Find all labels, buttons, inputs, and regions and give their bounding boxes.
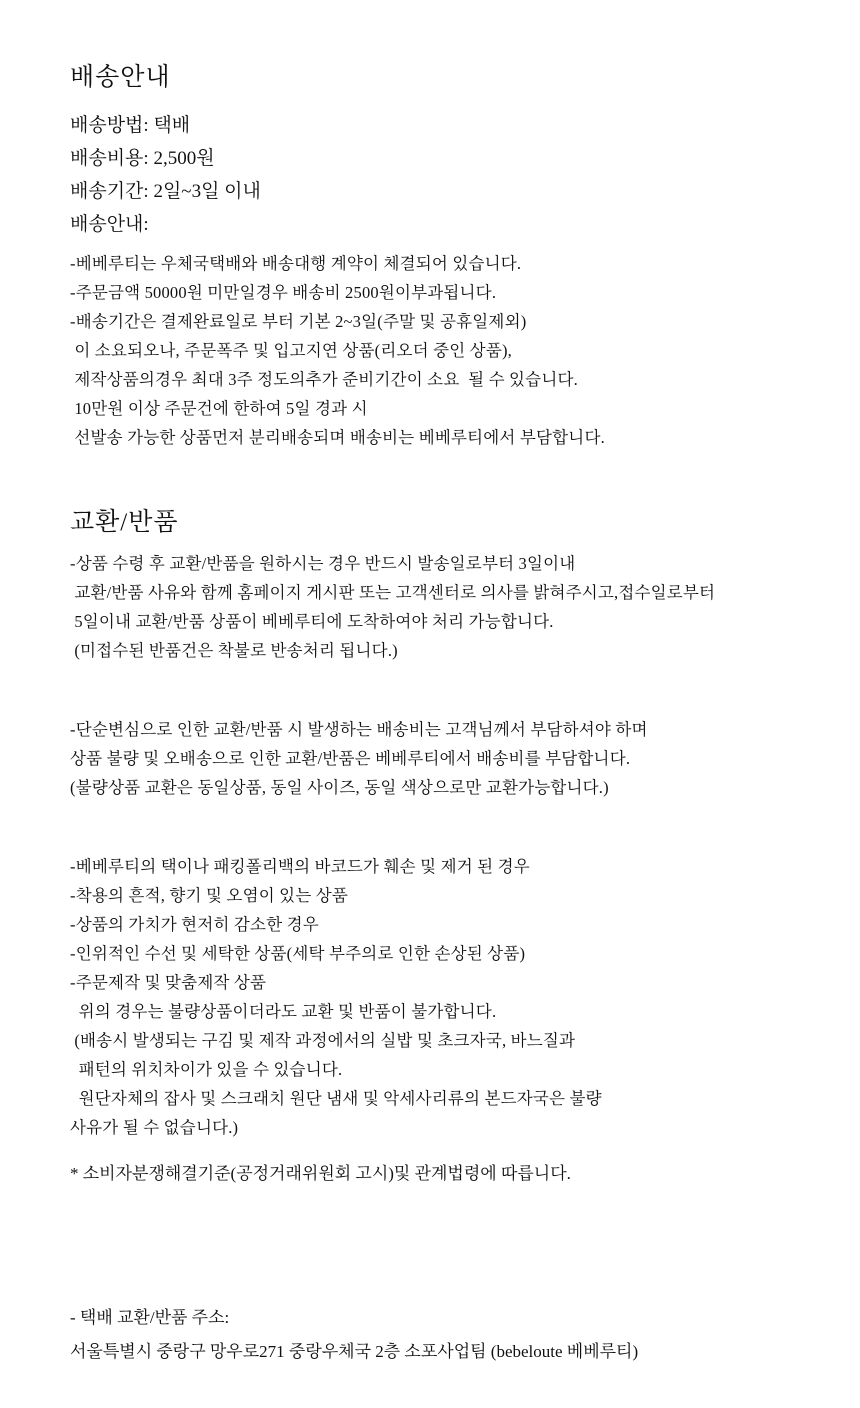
text-line: 사유가 될 수 없습니다.) <box>70 1118 239 1137</box>
text-line: 원단자체의 잡사 및 스크래치 원단 냄새 및 악세사리류의 본드자국은 불량 <box>70 1089 602 1108</box>
text-line: -배송기간은 결제완료일로 부터 기본 2~3일(주말 및 공휴일제외) <box>70 311 527 331</box>
text-line: 선발송 가능한 상품먼저 분리배송되며 배송비는 베베루티에서 부담합니다. <box>70 427 605 447</box>
shipping-info-list <box>70 109 836 241</box>
text-line: -베베루티의 택이나 패킹폴리백의 바코드가 훼손 및 제거 된 경우 <box>70 857 530 876</box>
text-line: -상품의 가치가 현저히 감소한 경우 <box>70 915 319 934</box>
exchange-section-title: 교환/반품 <box>70 508 179 536</box>
exchange-paragraph-3 <box>70 852 836 1142</box>
text-line: -상품 수령 후 교환/반품을 원하시는 경우 반드시 발송일로부터 3일이내 <box>70 554 576 573</box>
text-line: 교환/반품 사유와 함께 홈페이지 게시판 또는 고객센터로 의사를 밝혀주시고,접수일로부터 <box>70 583 716 602</box>
text-line: 위의 경우는 불량상품이더라도 교환 및 반품이 불가합니다. <box>70 1002 497 1021</box>
return-address-value: 서울특별시 중랑구 망우로271 중랑우체국 2층 소포사업팀 (bebeloute 베베루티) <box>70 1342 639 1361</box>
text-line: (배송시 발생되는 구김 및 제작 과정에서의 실밥 및 초크자국, 바느질과 <box>70 1031 576 1050</box>
shipping-detail-list <box>70 249 836 452</box>
text-line: 패턴의 위치차이가 있을 수 있습니다. <box>70 1060 343 1079</box>
text-line: 10만원 이상 주문건에 한하여 5일 경과 시 <box>70 398 368 418</box>
return-address-label: - 택배 교환/반품 주소: <box>70 1308 230 1327</box>
text-line: (불량상품 교환은 동일상품, 동일 사이즈, 동일 색상으로만 교환가능합니다.) <box>70 778 609 797</box>
text-line: -베베루티는 우체국택배와 배송대행 계약이 체결되어 있습니다. <box>70 253 522 273</box>
exchange-paragraph-2 <box>70 715 836 802</box>
text-line: 제작상품의경우 최대 3주 정도의추가 준비기간이 소요 될 수 있습니다. <box>70 369 578 389</box>
text-line: 이 소요되오나, 주문폭주 및 입고지연 상품(리오더 중인 상품), <box>70 340 512 360</box>
text-line: 배송기간: 2일~3일 이내 <box>70 180 261 202</box>
exchange-paragraph-1 <box>70 549 836 665</box>
text-line: 배송비용: 2,500원 <box>70 147 215 169</box>
text-line: -착용의 흔적, 향기 및 오염이 있는 상품 <box>70 886 349 905</box>
text-line: -인위적인 수선 및 세탁한 상품(세탁 부주의로 인한 손상된 상품) <box>70 944 526 963</box>
text-line: -주문금액 50000원 미만일경우 배송비 2500원이부과됩니다. <box>70 282 497 302</box>
return-address-block <box>70 1301 836 1369</box>
text-line: 배송안내: <box>70 213 149 235</box>
text-line: 상품 불량 및 오배송으로 인한 교환/반품은 베베루티에서 배송비를 부담합니다. <box>70 749 631 768</box>
text-line: -단순변심으로 인한 교환/반품 시 발생하는 배송비는 고객님께서 부담하셔야 하며 <box>70 720 648 739</box>
text-line: 5일이내 교환/반품 상품이 베베루티에 도착하여야 처리 가능합니다. <box>70 612 554 631</box>
text-line: (미접수된 반품건은 착불로 반송처리 됩니다.) <box>70 641 398 660</box>
text-line: -주문제작 및 맞춤제작 상품 <box>70 973 267 992</box>
consumer-dispute-notice: * 소비자분쟁해결기준(공정거래위원회 고시)및 관계법령에 따릅니다. <box>70 1164 571 1183</box>
text-line: 배송방법: 택배 <box>70 114 191 136</box>
shipping-section-title: 배송안내 <box>70 64 171 91</box>
